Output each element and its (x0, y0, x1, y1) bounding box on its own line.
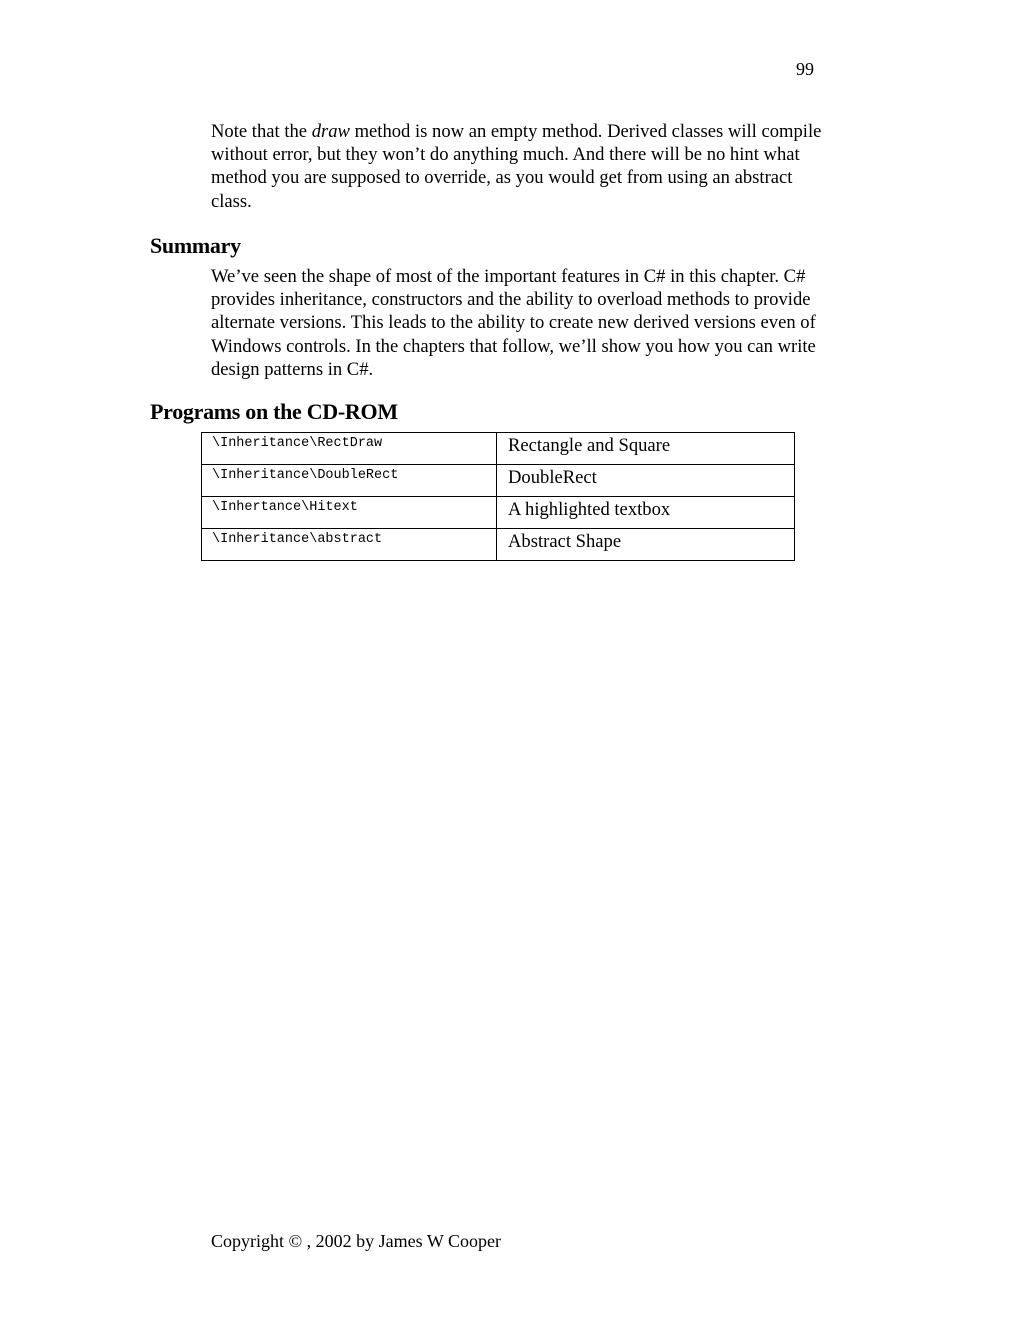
draw-method-name: draw (311, 121, 350, 142)
table-row (202, 433, 795, 465)
program-path: \Inheritance\DoubleRect (202, 465, 497, 497)
program-description: Abstract Shape (497, 529, 795, 561)
program-path: \Inheritance\RectDraw (202, 433, 497, 465)
table-row (202, 465, 795, 497)
program-description: Rectangle and Square (497, 433, 795, 465)
intro-text-end: method is now an empty method. Derived classes will compile without error, but they won’t do anything much. And there will be no hint what method you are supposed to override, as you would get from using an abstract class. (211, 121, 822, 212)
program-description: A highlighted textbox (497, 497, 795, 529)
program-description: DoubleRect (497, 465, 795, 497)
intro-text-start: Note that the (211, 121, 312, 142)
table-row (202, 497, 795, 529)
summary-heading: Summary (150, 233, 241, 258)
programs-table (201, 432, 795, 561)
table-row (202, 529, 795, 561)
summary-paragraph: We’ve seen the shape of most of the important features in C# in this chapter. C# provides inheritance, constructors and the ability to overload methods to provide alternate versions. This leads to the ability to create new derived versions even of Windows controls. In the chapters that follow, we’ll show you how you can write design patterns in C#. (211, 266, 816, 380)
program-path: \Inhertance\Hitext (202, 497, 497, 529)
copyright-footer: Copyright © , 2002 by James W Cooper (211, 1231, 501, 1251)
programs-heading: Programs on the CD-ROM (150, 399, 398, 424)
page-number: 99 (796, 59, 814, 79)
intro-paragraph (211, 120, 823, 213)
program-path: \Inheritance\abstract (202, 529, 497, 561)
